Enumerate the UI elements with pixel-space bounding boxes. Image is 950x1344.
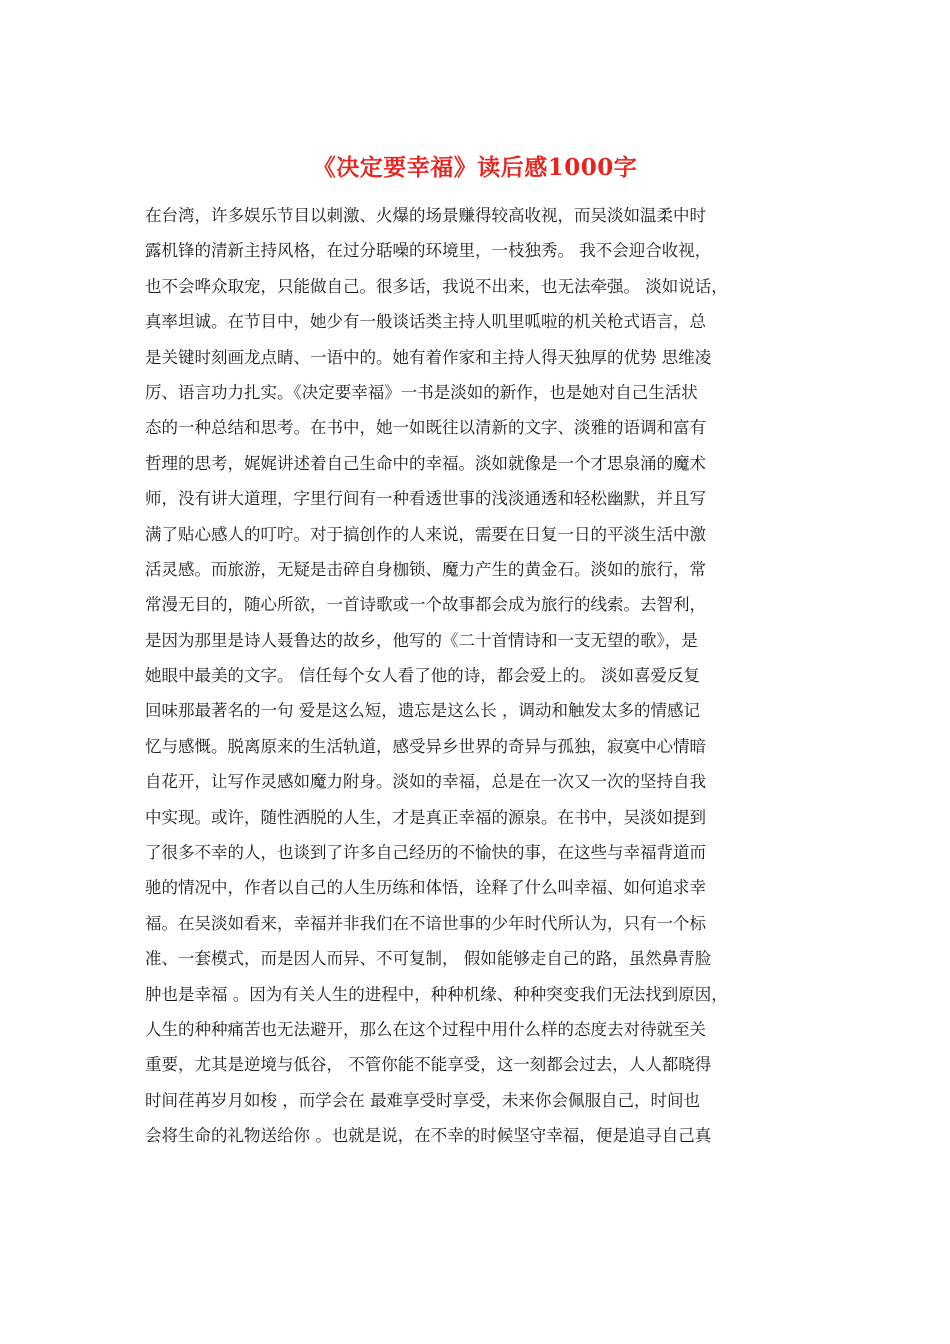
body-line: 真率坦诚。在节目中，她少有一般谈话类主持人叽里呱啦的机关枪式语言，总: [145, 312, 706, 332]
body-line: 自花开，让写作灵感如魔力附身。淡如的幸福，总是在一次又一次的坚持自我: [145, 772, 706, 792]
body-line: 也不会哗众取宠，只能做自己。很多话，我说不出来，也无法牵强。 淡如说话，: [145, 276, 728, 296]
body-line: 时间荏苒岁月如梭 ，而学会在 最难享受时享受，未来你会佩服自己，时间也: [145, 1090, 700, 1110]
body-line: 活灵感。而旅游，无疑是击碎自身枷锁、魔力产生的黄金石。淡如的旅行，常: [145, 559, 706, 579]
body-line: 会将生命的礼物送给你 。也就是说，在不幸的时候坚守幸福，便是追寻自己真: [145, 1126, 712, 1146]
body-line: 露机锋的清新主持风格，在过分聒噪的环境里，一枝独秀。 我不会迎合收视，: [145, 241, 712, 261]
body-line: 了很多不幸的人，也谈到了许多自己经历的不愉快的事，在这些与幸福背道而: [145, 843, 706, 863]
body-line: 福。在吴淡如看来，幸福并非我们在不谙世事的少年时代所认为，只有一个标: [145, 913, 706, 933]
document-title: 《决定要幸福》读后感1000字: [312, 154, 638, 181]
body-line: 是关键时刻画龙点睛、一语中的。她有着作家和主持人得天独厚的优势 思维凌: [145, 347, 712, 367]
body-line: 师，没有讲大道理，字里行间有一种看透世事的浅淡通透和轻松幽默，并且写: [145, 489, 706, 509]
body-line: 在台湾，许多娱乐节目以刺激、火爆的场景赚得较高收视，而吴淡如温柔中时: [145, 206, 706, 225]
body-line: 回味那最著名的一句 爱是这么短，遗忘是这么长 ，调动和触发太多的情感记: [145, 701, 700, 721]
body-line: 中实现。或许，随性洒脱的人生，才是真正幸福的源泉。在书中，吴淡如提到: [145, 807, 706, 827]
body-line: 哲理的思考，娓娓讲述着自己生命中的幸福。淡如就像是一个才思泉涌的魔术: [145, 453, 706, 473]
body-line: 忆与感慨。脱离原来的生活轨道，感受异乡世界的奇异与孤独，寂寞中心情暗: [145, 736, 706, 756]
body-line: 满了贴心感人的叮咛。对于搞创作的人来说，需要在日复一日的平淡生活中激: [145, 524, 706, 544]
body-line: 肿也是幸福 。因为有关人生的进程中，种种机缘、种种突变我们无法找到原因，: [145, 984, 728, 1004]
body-line: 态的一种总结和思考。在书中，她一如既往以清新的文字、淡雅的语调和富有: [145, 418, 706, 438]
body-line: 是因为那里是诗人聂鲁达的故乡，他写的《二十首情诗和一支无望的歌》，是: [145, 630, 698, 650]
body-line: 常漫无目的，随心所欲，一首诗歌或一个故事都会成为旅行的线索。去智利，: [145, 595, 706, 615]
body-line: 人生的种种痛苦也无法避开，那么在这个过程中用什么样的态度去对待就至关: [145, 1019, 706, 1039]
document-body: [145, 198, 817, 1154]
body-line: 厉、语言功力扎实。《决定要幸福》一书是淡如的新作，也是她对自己生活状: [145, 382, 698, 402]
body-line: 她眼中最美的文字。 信任每个女人看了他的诗，都会爱上的。 淡如喜爱反复: [145, 666, 700, 686]
body-line: 准、一套模式，而是因人而异、不可复制， 假如能够走自己的路，虽然鼻青脸: [145, 949, 712, 969]
body-line: 重要，尤其是逆境与低谷， 不管你能不能享受，这一刻都会过去，人人都晓得: [145, 1055, 712, 1075]
body-line: 驰的情况中，作者以自己的人生历练和体悟，诠释了什么叫幸福、如何追求幸: [145, 878, 706, 898]
